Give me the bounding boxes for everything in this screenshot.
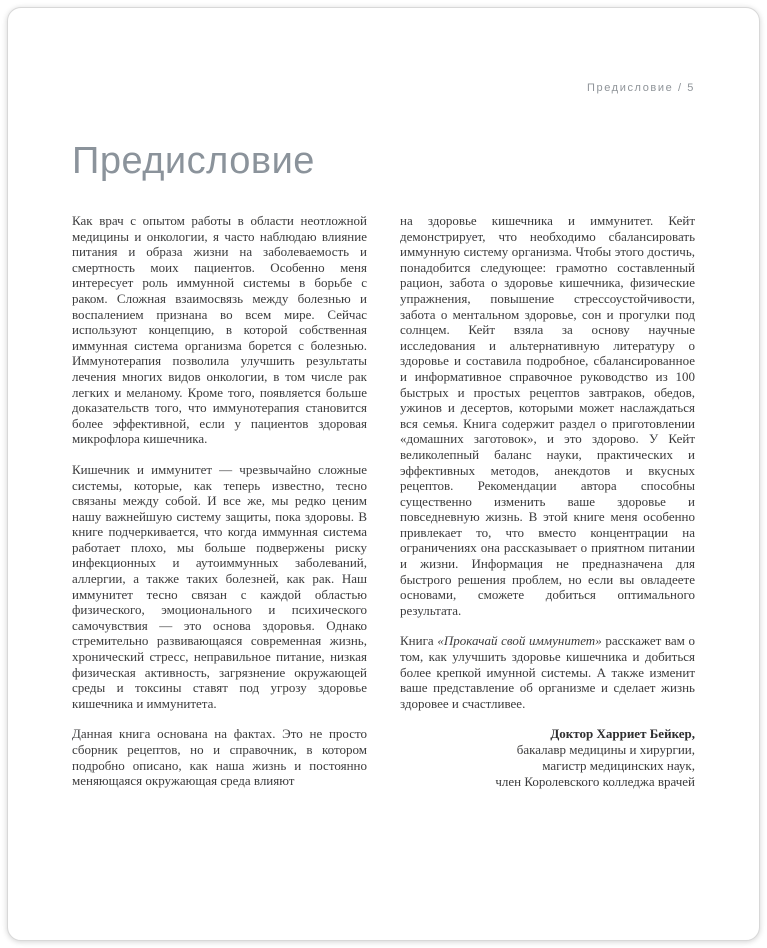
author-credential: бакалавр медицины и хирургии, [516,742,695,758]
author-name: Доктор Харриет Бейкер, [550,726,695,742]
text-columns [72,213,695,804]
paragraph: Как врач с опытом работы в области неотложной медицины и онкологии, я часто наблюдаю влияние питания и образа жизни на заболеваемость и смертность моих пациентов. Особенно меня интересует роль иммунной системы в борьбе с раком. Сложная взаимосвязь между болезнью и воспалением признана во всем мире. Сейчас используют концепцию, в которой собственная иммунная система организма борется с болезнью. Иммунотерапия позволила улучшить результаты лечения многих видов онкологии, в том числе рак легких и меланому. Кроме того, появляется больше доказательств того, что иммунотерапия становится более эффективной, если у пациентов здоровая микрофлора кишечника. [72,213,367,447]
paragraph [400,633,695,711]
paragraph: на здоровье кишечника и иммунитет. Кейт демонстрирует, что необходимо сбалансировать иммунную систему организма. Чтобы этого достичь, понадобится следующее: грамотно составленный рацион, забота о здоровье кишечника, физические упражнения, повышение стрессоустойчивости, забота о ментальном здоровье, сон и прогулки под солнцем. Кейт взяла за основу научные исследования и альтернативную литературу о здоровье и составила подробное, сбалансированное и информативное справочное руководство из 100 быстрых и простых рецептов завтраков, обедов, ужинов и десертов, которыми может наслаждаться вся семья. Книга содержит раздел о приготовлении «домашних заготовок», и это здорово. У Кейт великолепный баланс науки, практических и эффективных методов, анекдотов и вкусных рецептов. Рекомендации автора способны существенно изменить ваше здоровье и повседневную жизнь. В этой книге меня особенно привлекает то, что вместо концентрации на ограничениях она рассказывает о приятном питании и жизни. Информация не предназначена для быстрого решения проблем, но если вы овладеете основами, сможете добиться оптимального результата. [400,213,695,618]
paragraph: Кишечник и иммунитет — чрезвычайно сложные системы, которые, как теперь известно, тесно связаны между собой. И все же, мы редко ценим нашу важнейшую систему защиты, пока здоровы. В книге подчеркивается, что когда иммунная система работает плохо, мы больше подвержены риску инфекционных и аутоиммунных заболеваний, аллергии, а также таких болезней, как рак. Наш иммунитет тесно связан с каждой областью физического, эмоционального и психического самочувствия — это основа здоровья. Однако стремительно развивающаяся современная жизнь, хронический стресс, неправильное питание, низкая физическая активность, загрязнение окружающей среды и токсины ставят под угрозу здоровье кишечника и иммунитета. [72,461,367,711]
right-column [400,213,695,804]
author-credential: магистр медицинских наук, [542,758,695,774]
book-page [7,7,760,941]
author-credential: член Королевского колледжа врачей [495,774,695,790]
book-title-italic: «Прокачай свой иммунитет» [437,633,602,649]
left-column [72,213,367,804]
page-title: Предисловие [72,140,315,182]
paragraph: Данная книга основана на фактах. Это не просто сборник рецептов, но и справочник, в котором подробно описано, как наша жизнь и постоянно меняющаяся окружающая среда влияют [72,726,367,789]
author-signature-block [400,726,695,790]
book-sentence-end: расскажет вам о том, как улучшить здоровье кишечника и добиться более крепкой имунной системы. А также изменит ваше представление об организме и сделает жизнь здоровее и счастливее. [400,633,696,711]
book-sentence-start: Книга [400,633,438,649]
running-header: Предисловие / 5 [586,82,695,94]
